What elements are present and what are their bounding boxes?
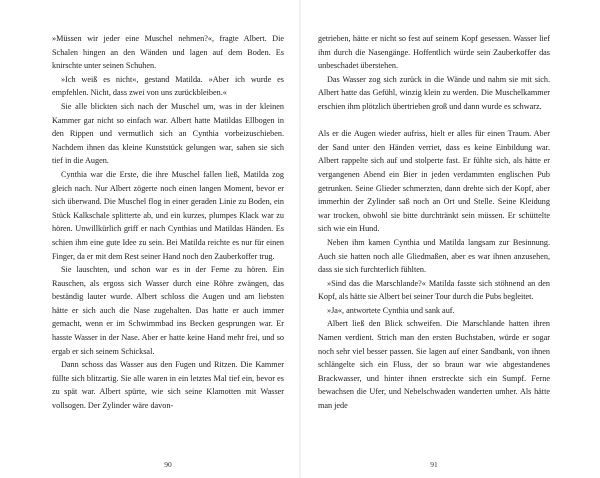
paragraph: Das Wasser zog sich zurück in die Wände und nahm sie mit sich. Albert hatte das Gefühl, winzig klein zu werden. Die Muschelkammer erschien ihm plötzlich übertrieben groß und dann wurde es schwarz. — [318, 74, 550, 111]
right-page — [318, 32, 550, 478]
paragraph: »Ich weiß es nicht«, gestand Matilda. »Aber ich wurde es empfehlen. Nicht, dass zwei von uns zurückbleiben.« — [52, 74, 284, 98]
left-page — [52, 32, 284, 478]
paragraph: Neben ihm kamen Cynthia und Matilda langsam zur Besinnung. Auch sie hatten noch alle Gliedmaßen, aber es war ihnen anzusehen, dass sie sich furchterlich fühlten. — [318, 237, 550, 275]
paragraph: Sie alle blickten sich nach der Muschel um, was in der kleinen Kammer gar nicht so einfach war. Albert hatte Matildas Ellbogen in den Rippen und vermutlich sich an Cynthia vorbeizuschieben. Nachdem ihnen das kleine Kunststück gelungen war, sahen sie sich tief in die Augen. — [52, 101, 284, 166]
paragraph: »Müssen wir jeder eine Muschel nehmen?«, fragte Albert. Die Schalen hingen an den Wänden und lagen auf dem Boden. Es knirschte unter seinen Schuhen. — [52, 34, 284, 71]
paragraph: Als er die Augen wieder aufriss, hielt er alles für einen Traum. Aber der Sand unter den Händen verriet, dass es keine Einbildung war. Albert rappelte sich auf und stolperte fast. Er fühlte sich, als hätte er vergangenen Abend ein Bier in jeden verdammten englischen Pub getrunken. Seine Glieder schmerzten, dann drehte sich der Kopf, aber immerhin der Zylinder saß noch an Ort und Stelle. Seine Kleidung war trocken, obwohl sie bitte durchtränkt sein müssen. Er schüttelte sich wie ein Hund. — [318, 129, 550, 234]
paragraph: getrieben, hätte er nicht so fest auf seinem Kopf gesessen. Wasser lief ihm durch die Nasengänge. Hoffentlich würde sein Zauberkoffer das unbeschadet überstehen. — [318, 34, 550, 71]
page-number: 90 — [164, 460, 172, 469]
paragraph: Albert ließ den Blick schweifen. Die Marschlande hatten ihren Namen verdient. Strich man den ersten Buchstaben, würde er sogar noch sehr viel besser passen. Sie lagen auf einer Sandbank, von ihnen schlängelte sich ein Fluss, der so braun war wie abgestandenes Brackwasser, und hinter ihnen erstreckte sich ein Sumpf. Ferne bewachsen die Ufer, und Nebelschwaden wanderten umher. Als hätte man jede — [318, 319, 550, 411]
paragraph: »Sind das die Marschlande?« Matilda fasste sich stöhnend an den Kopf, als hätte sie Albert bei seiner Tour durch die Pubs begleitet. — [318, 278, 550, 302]
paragraph: Dann schoss das Wasser aus den Fugen und Ritzen. Die Kammer füllte sich blitzartig. Sie alle waren in ein letztes Mal tief ein, bevor es zu spät war. Albert spürte, wie sich seine Klamotten mit Wasser vollsogen. Der Zylinder wäre davon- — [52, 360, 284, 411]
book-gutter — [299, 0, 301, 478]
paragraph: Cynthia war die Erste, die ihre Muschel fallen ließ, Matilda zog gleich nach. Nur Albert zögerte noch einen langen Moment, bevor er sich überwand. Die Muschel flog in einer geraden Linie zu Boden, ein Stück Kalkschale splitterte ab, und ein kurzes, plumpes Klack war zu hören. Unwillkürlich griff er nach Cynthias und Matildas Händen. Es schien ihm eine gute Idee zu sein. Bei Matilda reichte es nur für einen Finger, da er mit dem Rest seiner Hand noch den Zauberkoffer trug. — [52, 169, 284, 261]
paragraph: Sie lauschten, und schon war es in der Ferne zu hören. Ein Rauschen, als ergoss sich Wasser durch eine Röhre zwängen, das beständig lauter wurde. Albert schloss die Augen und am liebsten hätte er sich auch die Nase zugehalten. Das hatte er auch immer gemacht, wenn er im Schwimmbad ins Becken gesprungen war. Er hasste Wasser in der Nase. Aber er hatte keine Hand mehr frei, und so ergab er sich seinem Schicksal. — [52, 265, 284, 356]
page-number: 91 — [430, 460, 438, 469]
paragraph: »Ja«, antwortete Cynthia und sank auf. — [327, 305, 455, 315]
